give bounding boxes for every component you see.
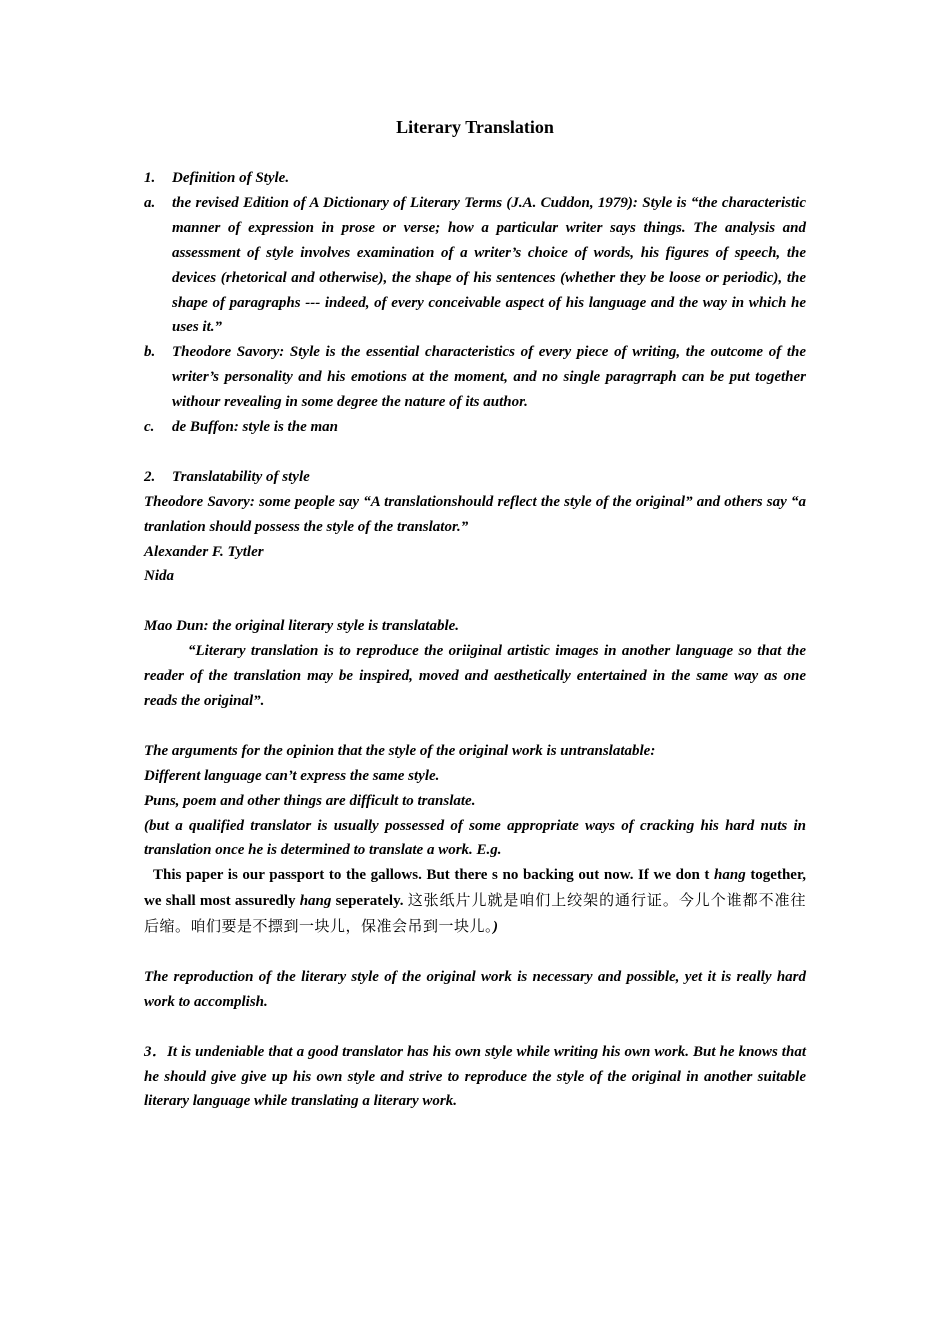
- item-marker: b.: [144, 344, 156, 361]
- tytler-line: Alexander F. Tytler: [144, 543, 264, 560]
- section-number: 3．: [144, 1043, 168, 1060]
- spacer: [144, 589, 806, 614]
- definition-c: [144, 415, 806, 440]
- section-number: 1.: [144, 170, 156, 186]
- argument-1: Different language can’t express the same style.: [144, 767, 440, 784]
- maodun-line: Mao Dun: the original literary style is translatable.: [144, 618, 460, 635]
- closing-paren: ): [493, 919, 499, 936]
- page-title: Literary Translation: [396, 117, 554, 137]
- item-marker: c.: [144, 419, 155, 436]
- section-3-text: It is undeniable that a good translator has his own style while writing his own work. But he knows that he should give give up his own style and strive to reproduce the style of the original in another suitable literary language while translating a literary work.: [144, 1043, 806, 1110]
- section-2-heading: [144, 465, 806, 490]
- definition-b: [144, 340, 806, 415]
- item-text: de Buffon: style is the man: [172, 419, 338, 436]
- section-number: 2.: [144, 468, 156, 485]
- spacer: [144, 714, 806, 739]
- section-heading-text: Definition of Style.: [172, 170, 290, 186]
- reproduction-paragraph: The reproduction of the literary style of the original work is necessary and possible, yet it is really hard work to accomplish.: [144, 968, 806, 1010]
- arguments-heading: The arguments for the opinion that the style of the original work is untranslatable:: [144, 742, 656, 759]
- item-marker: a.: [144, 194, 156, 211]
- example-text-3: seperately.: [331, 893, 408, 910]
- example-text-2: together, we shall most assuredly: [144, 867, 806, 910]
- spacer: [144, 940, 806, 965]
- definition-a: [144, 191, 806, 340]
- example-text-1: This paper is our passport to the gallows. But there s no backing out now. If we don t: [153, 867, 715, 884]
- argument-3: (but a qualified translator is usually possessed of some appropriate ways of cracking his hard nuts in translation once he is determined to translate a work. E.g.: [144, 817, 806, 859]
- maodun-quote: “Literary translation is to reproduce the oriiginal artistic images in another language so that the reader of the translation may be inspired, moved and aesthetically entertained in the same way as one reads the original”.: [144, 643, 806, 709]
- document-body: [144, 166, 806, 1114]
- item-text: the revised Edition of A Dictionary of Literary Terms (J.A. Cuddon, 1979): Style is “the characteristic manner of expression in prose or verse; how a particular writer says things. The analysis and assessment of style involves examination of a writer’s choice of words, his figures of speech, the devices (rhetorical and otherwise), the shape of his sentences (whether they be loose or periodic), the shape of paragraphs --- indeed, of every conceivable aspect of his language and the way in which he uses it.”: [172, 194, 806, 336]
- example-hang-1: hang: [714, 867, 746, 884]
- example-hang-2: hang: [299, 893, 332, 910]
- section-3-paragraph: [144, 1040, 806, 1115]
- spacer: [144, 440, 806, 465]
- spacer: [144, 1015, 806, 1040]
- savory-paragraph: Theodore Savory: some people say “A translationshould reflect the style of the original” and others say “a tranlation should possess the style of the translator.”: [144, 493, 806, 535]
- nida-line: Nida: [144, 568, 174, 585]
- argument-2: Puns, poem and other things are difficult to translate.: [144, 792, 476, 809]
- section-heading-text: Translatability of style: [172, 468, 310, 485]
- item-text: Theodore Savory: Style is the essential characteristics of every piece of writing, the outcome of the writer’s personality and his emotions at the moment, and no single paragrraph can be put together withour revealing in some degree the nature of its author.: [172, 344, 806, 411]
- example-paragraph: [144, 863, 806, 940]
- chinese-translation: 这张纸片儿就是咱们上绞架的通行证。今儿个谁都不准往后缩。咱们要是不摽到一块儿，保准会吊到一块儿。: [144, 891, 806, 936]
- section-1-heading: [144, 166, 806, 191]
